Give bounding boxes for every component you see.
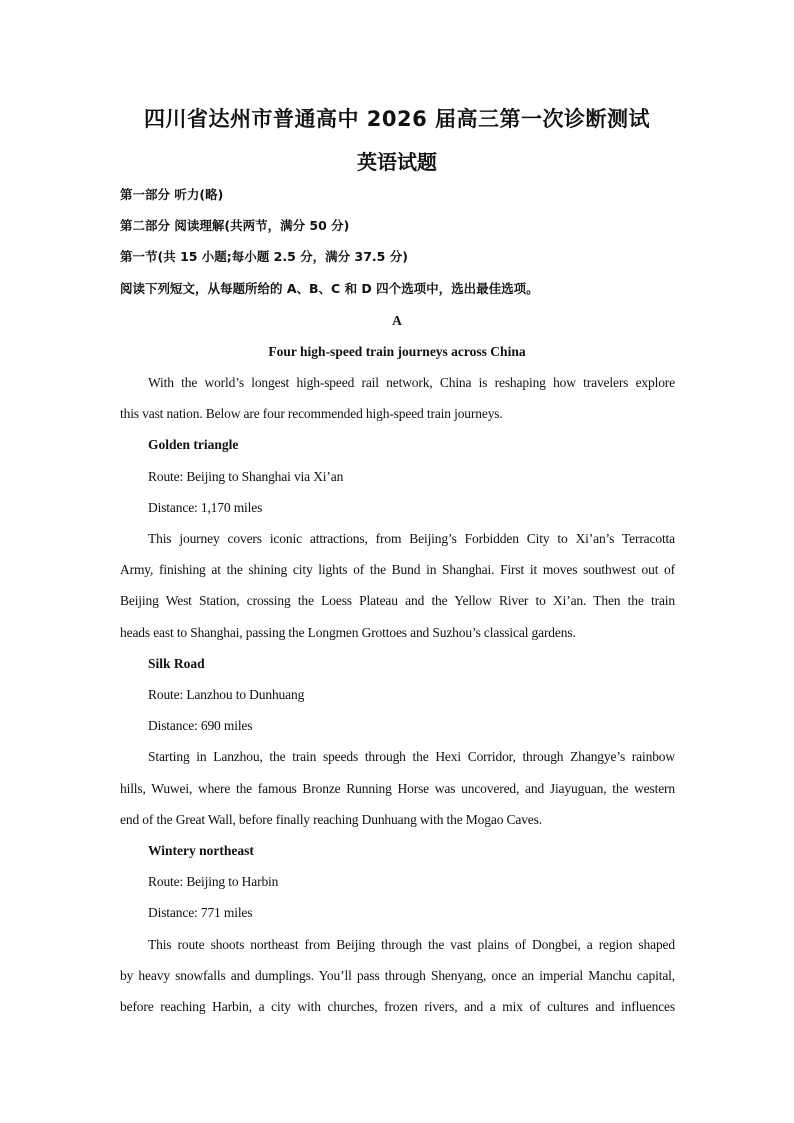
journey-description-line: end of the Great Wall, before finally reaching Dunhuang with the Mogao Caves.	[120, 812, 542, 827]
journey-description-line: Starting in Lanzhou, the train speeds through the Hexi Corridor, through Zhangye’s rainbow	[148, 749, 675, 764]
document-subtitle: 英语试题	[357, 150, 437, 174]
journey-description-line: Army, finishing at the shining city lights of the Bund in Shanghai. First it moves southwest out of	[120, 562, 675, 577]
document-title: 四川省达州市普通高中 2026 届高三第一次诊断测试	[143, 107, 651, 131]
passage-label: A	[392, 313, 402, 328]
journey-name: Golden triangle	[148, 437, 239, 452]
journey-route: Route: Beijing to Harbin	[148, 874, 279, 889]
journey-distance: Distance: 1,170 miles	[148, 500, 263, 515]
passage-title: Four high-speed train journeys across China	[268, 344, 526, 359]
journey-route: Route: Beijing to Shanghai via Xi’an	[148, 469, 344, 484]
part1-heading: 第一部分 听力(略)	[120, 187, 224, 202]
journey-description-line: by heavy snowfalls and dumplings. You’ll pass through Shenyang, once an imperial Manchu capital,	[120, 968, 675, 983]
journey-description-line: Beijing West Station, crossing the Loess Plateau and the Yellow River to Xi’an. Then the train	[120, 593, 675, 608]
journey-name: Silk Road	[148, 656, 205, 671]
journey-description-line: This route shoots northeast from Beijing through the vast plains of Dongbei, a region shaped	[148, 937, 675, 952]
journey-distance: Distance: 690 miles	[148, 718, 253, 733]
part2-heading: 第二部分 阅读理解(共两节，满分 50 分)	[120, 218, 350, 233]
intro-line: this vast nation. Below are four recommended high-speed train journeys.	[120, 406, 503, 421]
instruction-text: 阅读下列短文，从每题所给的 A、B、C 和 D 四个选项中，选出最佳选项。	[120, 281, 539, 296]
section1-heading: 第一节(共 15 小题;每小题 2.5 分，满分 37.5 分)	[120, 249, 408, 264]
journey-description-line: before reaching Harbin, a city with churches, frozen rivers, and a mix of cultures and influences	[120, 999, 675, 1014]
journey-route: Route: Lanzhou to Dunhuang	[148, 687, 305, 702]
journey-description-line: hills, Wuwei, where the famous Bronze Running Horse was uncovered, and Jiayuguan, the western	[120, 781, 675, 796]
intro-line: With the world’s longest high-speed rail network, China is reshaping how travelers explore	[148, 375, 675, 390]
journey-distance: Distance: 771 miles	[148, 905, 253, 920]
journey-name: Wintery northeast	[148, 843, 254, 858]
journey-description-line: heads east to Shanghai, passing the Longmen Grottoes and Suzhou’s classical gardens.	[120, 625, 576, 640]
journey-description-line: This journey covers iconic attractions, from Beijing’s Forbidden City to Xi’an’s Terracotta	[148, 531, 675, 546]
